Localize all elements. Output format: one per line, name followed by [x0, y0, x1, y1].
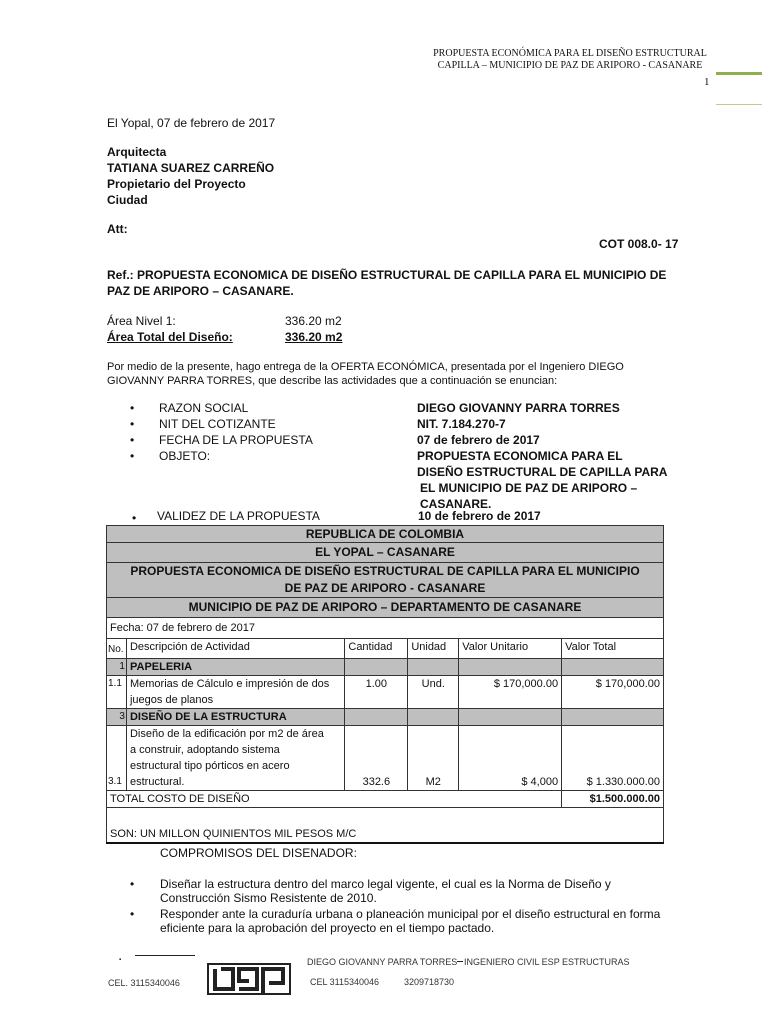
footer-separator: [457, 961, 463, 962]
area-total-label: Área Total del Diseño:: [107, 330, 233, 344]
table-title-proposal: [107, 563, 664, 598]
table-date: Fecha: 07 de febrero de 2017: [107, 618, 664, 639]
footer-title: INGENIERO CIVIL ESP: [464, 957, 560, 967]
bullet-icon: •: [130, 401, 135, 415]
table-title-municipality: MUNICIPIO DE PAZ DE ARIPORO – DEPARTAMENTO DE CASANARE: [107, 598, 664, 618]
ref-line-1: Ref.: PROPUESTA ECONOMICA DE DISEÑO ESTRUCTURAL DE CAPILLA PARA EL MUNICIPIO DE: [107, 268, 667, 282]
footer-specialty: ESTRUCTURAS: [562, 957, 630, 967]
col-header-unidad: Unidad: [408, 639, 459, 659]
compromiso-2-line-1: Responder ante la curaduría urbana o planeación municipal por el diseño estructural en forma: [160, 907, 661, 921]
fecha-value: 07 de febrero de 2017: [417, 433, 540, 447]
objeto-line-2: DISEÑO ESTRUCTURAL DE CAPILLA PARA: [417, 465, 668, 479]
item-3-1-unidad: M2: [408, 726, 459, 791]
header-line-1: PROPUESTA ECONÓMICA PARA EL DISEÑO ESTRUCTURAL: [433, 48, 707, 59]
detail-validez: [130, 509, 690, 525]
table-row-item-1-1: [107, 676, 664, 709]
razon-value: DIEGO GIOVANNY PARRA TORRES: [417, 401, 620, 415]
area-nivel-label: Área Nivel 1:: [107, 314, 176, 328]
date-line: El Yopal, 07 de febrero de 2017: [107, 116, 276, 130]
section-3-title: DISEÑO DE LA ESTRUCTURA: [126, 709, 344, 726]
proposal-line-1: PROPUESTA ECONOMICA DE DISEÑO ESTRUCTURAL DE CAPILLA PARA EL MUNICIPIO: [130, 564, 640, 578]
reference-block: [107, 267, 666, 299]
item-1-1-valor-unitario: $ 170,000.00: [459, 676, 562, 709]
budget-table: [106, 525, 664, 844]
total-label: TOTAL COSTO DE DISEÑO: [107, 791, 562, 808]
razon-label: RAZON SOCIAL: [159, 401, 249, 415]
total-value: $1.500.000.00: [562, 791, 664, 808]
footer-rule: [135, 955, 195, 956]
recipient-block: [107, 144, 274, 208]
document-header: [420, 48, 720, 72]
objeto-line-1: PROPUESTA ECONOMICA PARA EL: [417, 449, 623, 463]
section-3-blank: [345, 709, 408, 726]
compromisos-list: [130, 877, 710, 935]
section-1-no: 1: [107, 659, 127, 676]
item-3-1-desc-line-3: estructural tipo pórticos en acero: [129, 760, 290, 772]
section-1-blank: [562, 659, 664, 676]
dgp-logo-icon: [207, 963, 291, 995]
table-row-section-3: [107, 709, 664, 726]
detail-nit: [130, 417, 690, 433]
nit-label: NIT DEL COTIZANTE: [159, 417, 276, 431]
proposal-line-2: DE PAZ DE ARIPORO - CASANARE: [284, 581, 486, 595]
recipient-name: TATIANA SUAREZ CARREÑO: [107, 161, 275, 175]
header-accent-bar: [716, 72, 762, 75]
area-total-value: 336.20 m2: [285, 330, 343, 344]
item-1-1-desc: [126, 676, 344, 709]
objeto-row-3: [130, 481, 690, 497]
detail-razon: [130, 401, 690, 417]
compromiso-1-line-1: Diseñar la estructura dentro del marco legal vigente, el cual es la Norma de Diseño y: [160, 877, 611, 891]
details-list: [130, 401, 690, 513]
item-3-1-desc-line-2: a construir, adoptando sistema: [129, 744, 280, 756]
att-label: Att:: [107, 222, 128, 236]
compromiso-item-2: [130, 907, 710, 935]
recipient-city: Ciudad: [107, 193, 148, 207]
item-3-1-desc-line-4: estructural.: [129, 776, 185, 788]
page-number: 1: [704, 76, 710, 88]
intro-paragraph: [107, 360, 624, 388]
intro-line-2: GIOVANNY PARRA TORRES, que describe las actividades que a continuación se enuncian:: [107, 375, 558, 387]
item-3-1-desc: [126, 726, 344, 791]
amount-in-words: SON: UN MILLON QUINIENTOS MIL PESOS M/C: [107, 808, 664, 844]
item-1-1-desc-line-1: Memorias de Cálculo e impresión de dos: [129, 678, 330, 690]
table-title-city: EL YOPAL – CASANARE: [107, 543, 664, 563]
item-3-1-no: 3.1: [107, 726, 127, 791]
area-nivel-value: 336.20 m2: [285, 314, 342, 328]
col-header-desc: Descripción de Actividad: [126, 639, 344, 659]
cot-number: COT 008.0- 17: [599, 237, 679, 251]
item-3-1-cantidad: 332.6: [345, 726, 408, 791]
item-3-1-valor-unitario: $ 4,000: [459, 726, 562, 791]
section-3-no: 3: [107, 709, 127, 726]
item-3-1-desc-line-1: Diseño de la edificación por m2 de área: [129, 728, 324, 740]
item-1-1-no: 1.1: [107, 676, 127, 709]
ref-line-2: PAZ DE ARIPORO – CASANARE.: [107, 284, 294, 298]
validez-label: VALIDEZ DE LA PROPUESTA: [157, 509, 320, 523]
footer-cel-mid: CEL 3115340046: [310, 977, 380, 987]
objeto-line-4: CASANARE.: [420, 497, 492, 511]
item-1-1-valor-total: $ 170,000.00: [562, 676, 664, 709]
bullet-icon: •: [130, 449, 135, 463]
header-accent-line: [716, 104, 762, 105]
compromisos-title: COMPROMISOS DEL DISENADOR:: [160, 846, 357, 860]
item-1-1-desc-line-2: juegos de planos: [129, 694, 214, 706]
objeto-row-2: [130, 465, 690, 481]
nit-value: NIT. 7.184.270-7: [417, 417, 506, 431]
col-header-cantidad: Cantidad: [345, 639, 408, 659]
bullet-icon: •: [130, 877, 135, 891]
bullet-icon: •: [130, 907, 135, 921]
detail-fecha: [130, 433, 690, 449]
table-title-country: REPUBLICA DE COLOMBIA: [107, 526, 664, 543]
detail-objeto: [130, 449, 690, 465]
compromiso-1-line-2: Construcción Sismo Resistente de 2010.: [160, 891, 377, 905]
section-1-blank: [408, 659, 459, 676]
section-3-blank: [459, 709, 562, 726]
compromiso-item-1: [130, 877, 710, 905]
bullet-icon: •: [130, 417, 135, 431]
col-header-valor-unitario: Valor Unitario: [459, 639, 562, 659]
table-row-section-1: [107, 659, 664, 676]
table-row-item-3-1: [107, 726, 664, 791]
item-1-1-unidad: Und.: [408, 676, 459, 709]
table-row-total: [107, 791, 664, 808]
footer-mark-icon: ▪: [119, 957, 122, 963]
table-row-son: [107, 808, 664, 844]
intro-line-1: Por medio de la presente, hago entrega de la OFERTA ECONÓMICA, presentada por el Ingeniero DIEGO: [107, 361, 624, 373]
section-1-blank: [345, 659, 408, 676]
footer-cel-left: CEL. 3115340046: [108, 978, 180, 988]
section-1-title: PAPELERIA: [126, 659, 344, 676]
compromiso-2-line-2: eficiente para la aprobación del proyecto en el tiempo pactado.: [160, 921, 495, 935]
item-3-1-valor-total: $ 1.330.000.00: [562, 726, 664, 791]
header-line-2: CAPILLA – MUNICIPIO DE PAZ DE ARIPORO - CASANARE: [437, 60, 703, 71]
objeto-label: OBJETO:: [159, 449, 211, 463]
col-header-valor-total: Valor Total: [562, 639, 664, 659]
validez-value: 10 de febrero de 2017: [418, 509, 541, 523]
fecha-label: FECHA DE LA PROPUESTA: [159, 433, 313, 447]
col-header-no: No.: [107, 639, 127, 659]
footer-phone-2: 3209718730: [404, 977, 455, 987]
section-3-blank: [562, 709, 664, 726]
section-3-blank: [408, 709, 459, 726]
bullet-icon: •: [132, 511, 137, 525]
recipient-title: Arquitecta: [107, 145, 167, 159]
footer-name: DIEGO GIOVANNY PARRA TORRES: [307, 957, 458, 967]
company-logo: [207, 963, 291, 995]
recipient-role: Propietario del Proyecto: [107, 177, 246, 191]
item-1-1-cantidad: 1.00: [345, 676, 408, 709]
section-1-blank: [459, 659, 562, 676]
bullet-icon: •: [130, 433, 135, 447]
objeto-line-3: EL MUNICIPIO DE PAZ DE ARIPORO –: [420, 481, 638, 495]
